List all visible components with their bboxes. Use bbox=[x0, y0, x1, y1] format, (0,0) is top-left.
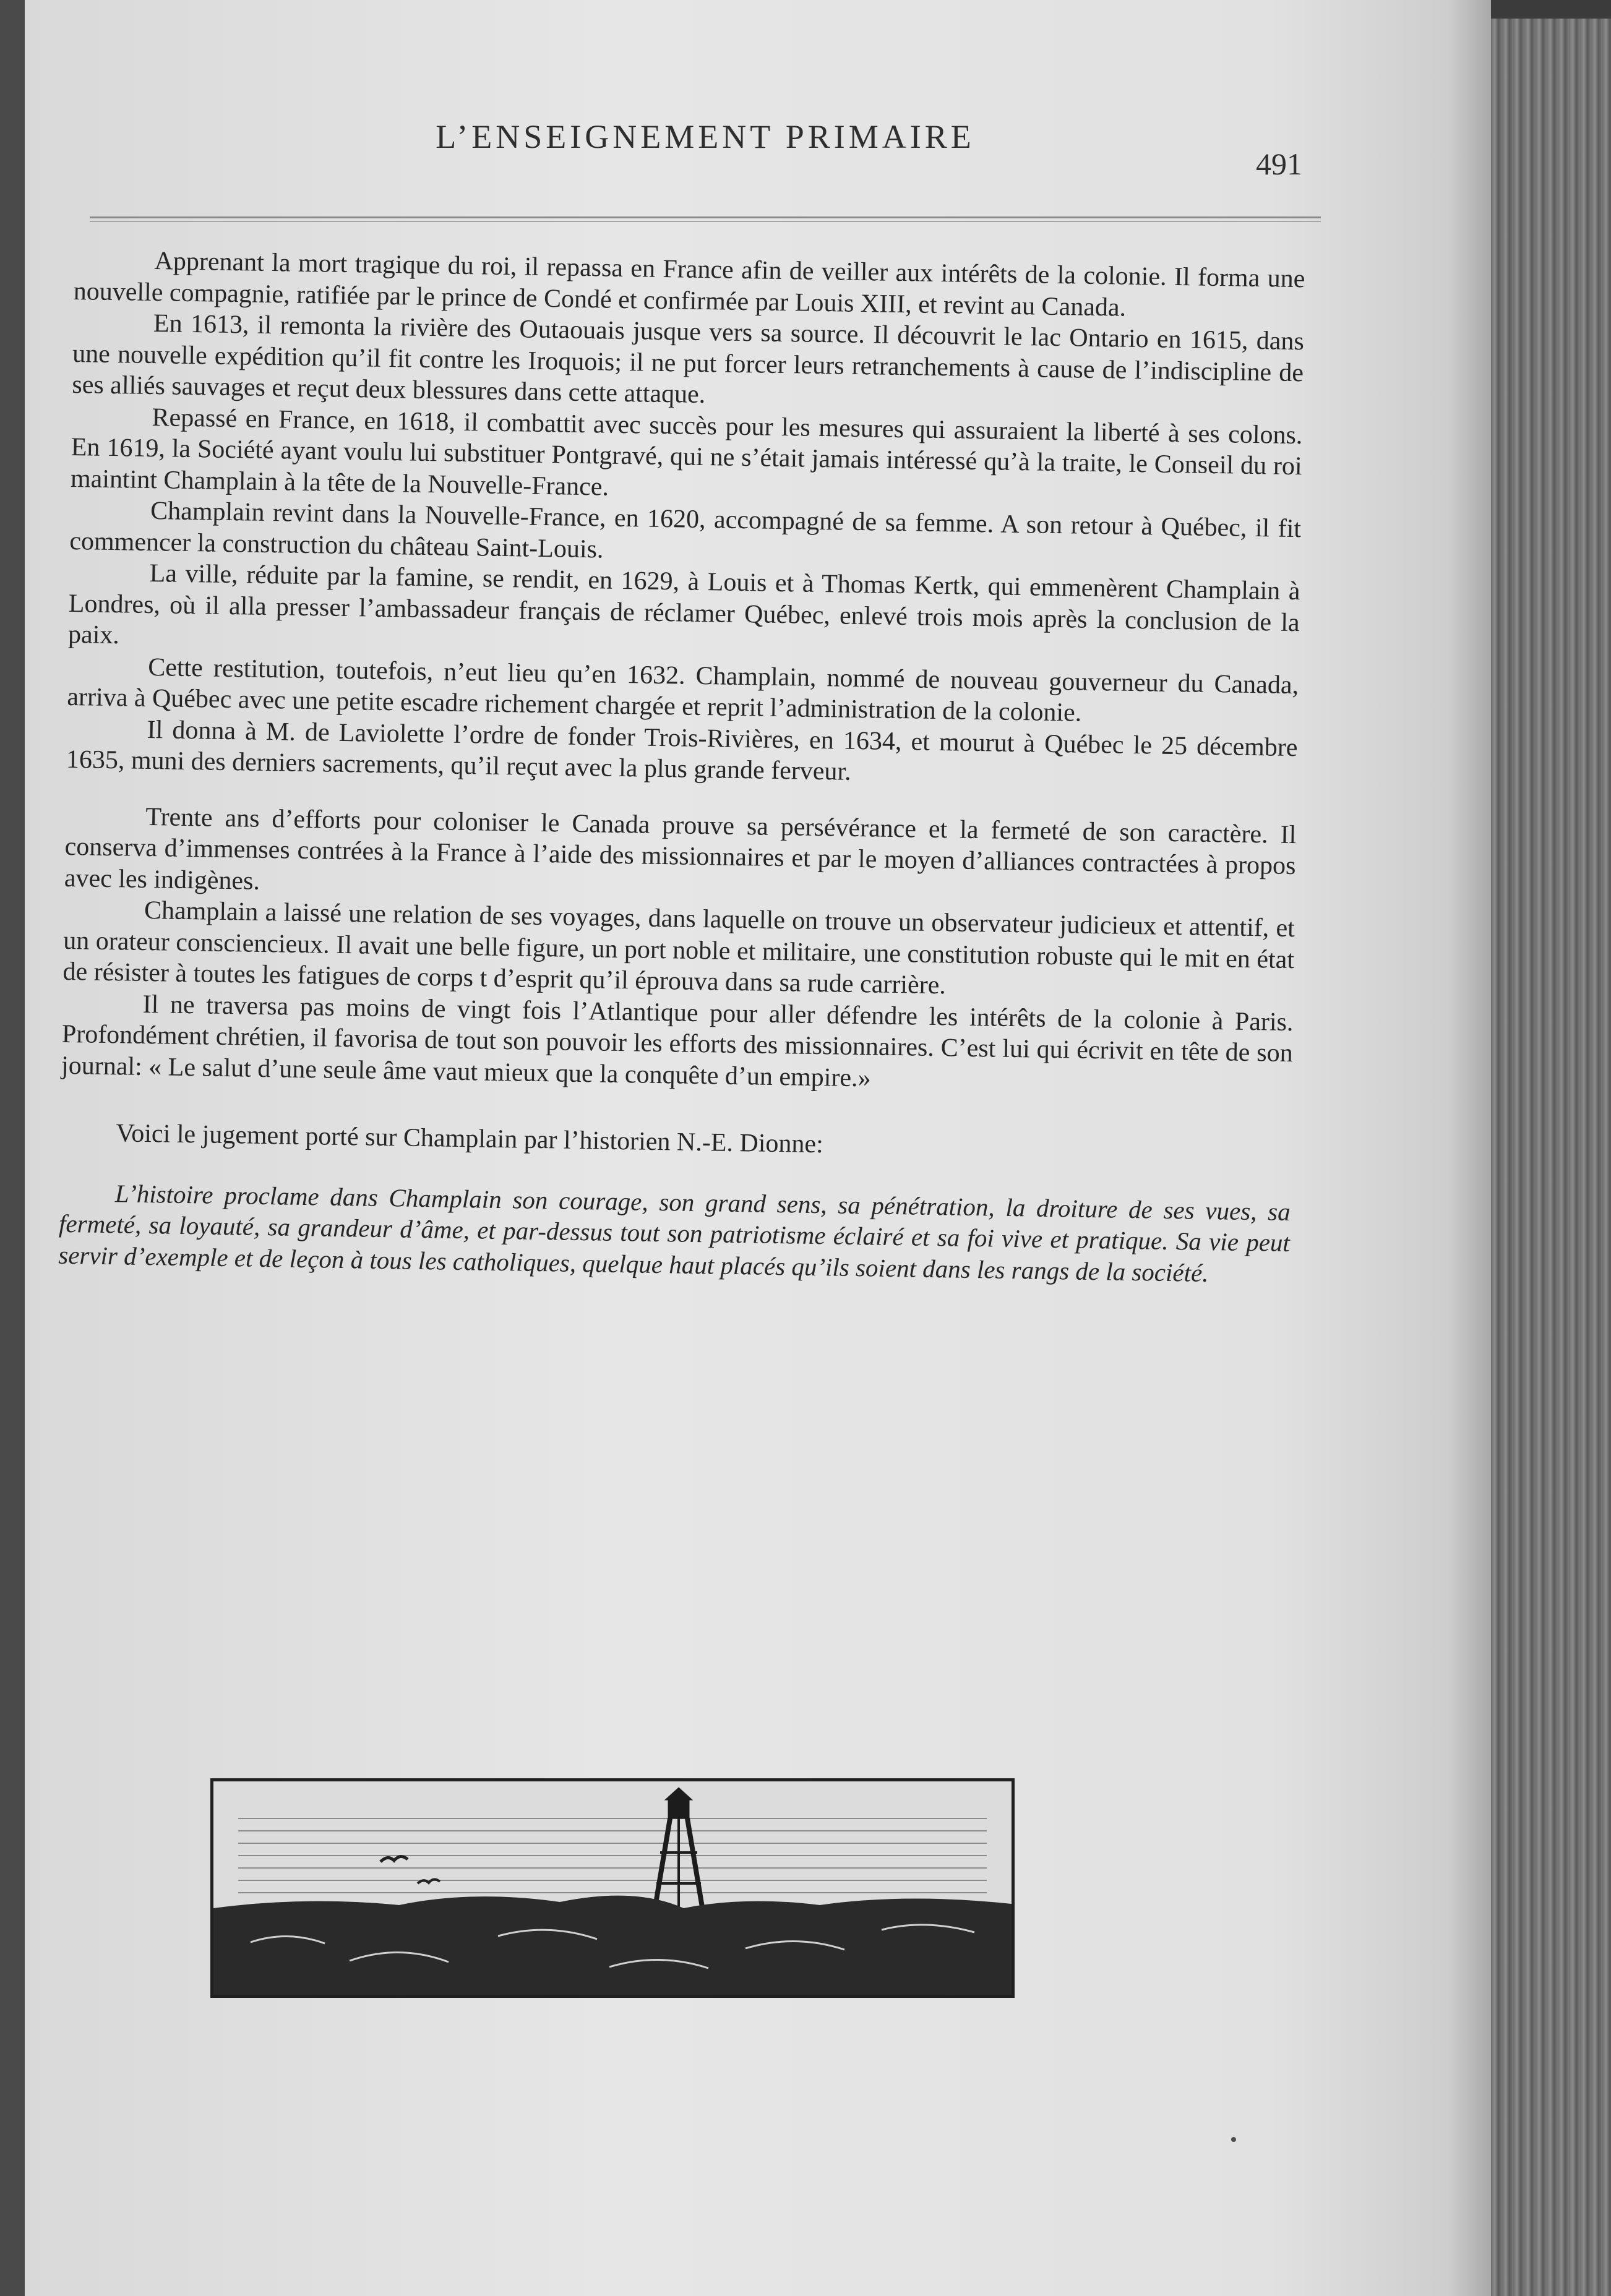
paragraph: Repassé en France, en 1618, il combattit avec succès pour les mesures qui assuraient la liberté à ses colons. En 1619, la Société ayant voulu lui substituer Pontgravé, qui ne s’était jamais intéressé qu’à la traite, le Conseil du roi maintint Champlain à la tête de la Nouvelle-France. bbox=[70, 403, 1303, 502]
paragraph: En 1613, il remonta la rivière des Outaouais jusque vers sa source. Il découvrit le lac Ontario en 1615, dans une nouvelle expédition qu’il fit contre les Iroquois; il ne put forcer leurs retranchements à cause de l’indiscipline de ses alliés sauvages et reçut deux blessures dans cette attaque. bbox=[72, 309, 1305, 409]
running-head: L’ENSEIGNEMENT PRIMAIRE bbox=[436, 118, 975, 155]
scan-left-margin bbox=[0, 0, 25, 2296]
header-rule bbox=[90, 216, 1321, 222]
book-page-edges bbox=[1491, 19, 1611, 2296]
paragraph: Apprenant la mort tragique du roi, il repassa en France afin de veiller aux intérêts de la colonie. Il forma une nouvelle compagnie, ratifiée par le prince de Condé et confirmée par Louis XIII, et revint au Canada. bbox=[73, 247, 1305, 322]
paragraph: Trente ans d’efforts pour coloniser le Canada prouve sa persévérance et la fermeté de son caractère. Il conserva d’immenses contrées à la France à l’aide des missionnaires et par le moyen d’alliances contractées à propos avec les indigènes. bbox=[64, 802, 1297, 896]
dionne-quote: L’histoire proclame dans Champlain son courage, son grand sens, sa pénétration, la droiture de ses vues, sa fermeté, sa loyauté, sa grandeur d’âme, et par-dessus tout son patriotisme éclairé et sa foi vive et pratique. Sa vie peut servir d’exemple et de leçon à tous les catholiques, quelque haut placés qu’ils soient dans les rangs de la société. bbox=[58, 1178, 1291, 1287]
page-number: 491 bbox=[1256, 147, 1302, 181]
paragraph: Il ne traversa pas moins de vingt fois l’Atlantique pour aller défendre les intérêts de la colonie à Paris. Profondément chrétien, il favorisa de tout son pouvoir les efforts des missionnaires. C’est lui qui écrivit en tête de son journal: « Le salut d’une seule âme vaut mieux que la conquête d’un empire.» bbox=[61, 990, 1294, 1092]
lighthouse-engraving bbox=[213, 1781, 1012, 1995]
paragraph: Champlain a laissé une relation de ses voyages, dans laquelle on trouve un observateur judicieux et attentif, et un orateur consciencieux. Il avait une belle figure, un port noble et militaire, une constitution robuste qui le mit en état de résister à toutes les fatigues de corps t d’esprit qu’il éprouva dans sa rude carrière. bbox=[62, 896, 1295, 1000]
book-page bbox=[25, 0, 1491, 2296]
bird-icon bbox=[380, 1856, 408, 1862]
paragraph: Champlain revint dans la Nouvelle-France, en 1620, accompagné de sa femme. A son retour à Québec, il fit commencer la construction du château Saint-Louis. bbox=[69, 496, 1302, 563]
paragraph: La ville, réduite par la famine, se rendit, en 1629, à Louis et à Thomas Kertk, qui emmenèrent Champlain à Londres, où il alla presser l’ambassadeur français de réclamer Québec, enlevé trois mois après la conclusion de la paix. bbox=[67, 559, 1300, 650]
page-gutter-shadow bbox=[1448, 0, 1491, 2296]
lighthouse-vignette bbox=[210, 1778, 1015, 1998]
lighthouse-icon bbox=[654, 1788, 703, 1914]
paragraph: Cette restitution, toutefois, n’eut lieu qu’en 1632. Champlain, nommé de nouveau gouverneur du Canada, arriva à Québec avec une petite escadre richement chargée et reprit l’administration de la colonie. bbox=[67, 653, 1299, 727]
rocks-and-sea bbox=[213, 1896, 1012, 1995]
body-text bbox=[58, 244, 1305, 1290]
paper-speck bbox=[1231, 2137, 1236, 2142]
quote-intro: Voici le jugement porté sur Champlain par l’historien N.-E. Dionne: bbox=[116, 1119, 824, 1159]
paragraph: Il donna à M. de Laviolette l’ordre de fonder Trois-Rivières, en 1634, et mourut à Québec le 25 décembre 1635, muni des derniers sacrements, qu’il reçut avec la plus grande ferveur. bbox=[66, 715, 1298, 786]
